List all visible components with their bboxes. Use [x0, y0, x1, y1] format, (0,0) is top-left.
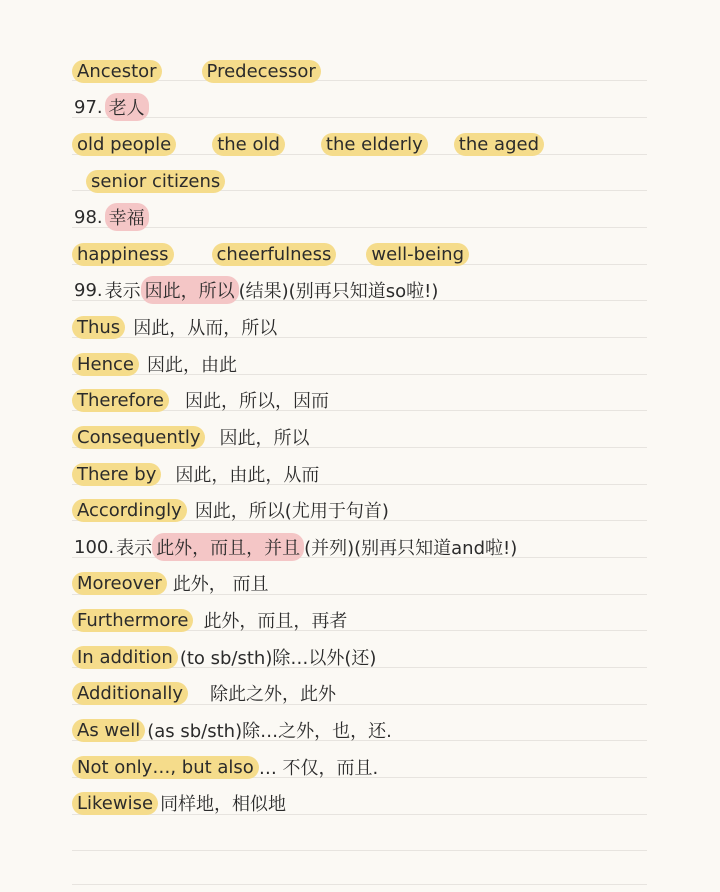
note-line: [72, 715, 392, 745]
meaning: 因此，由此: [147, 355, 237, 376]
note-line: [72, 129, 544, 159]
ruled-line: [72, 884, 647, 885]
term: Likewise: [72, 792, 158, 815]
synonym-word: Predecessor: [202, 60, 321, 83]
term: Accordingly: [72, 499, 187, 522]
note-line: [72, 459, 319, 489]
note-line: [72, 642, 376, 672]
meaning: 因此，由此，从而: [175, 465, 320, 486]
entry-note: (并列)(别再只知道and啦!): [304, 538, 518, 559]
term: As well: [72, 719, 145, 742]
note-line: [72, 202, 149, 232]
term: Furthermore: [72, 609, 193, 632]
synonym-word: senior citizens: [86, 170, 225, 193]
entry-title: 老人: [105, 93, 149, 121]
note-line: [72, 312, 277, 342]
entry-note: (结果)(别再只知道so啦!): [238, 281, 439, 302]
meaning: 除此之外，此外: [210, 684, 337, 705]
note-line: [86, 166, 225, 196]
entry-title: 此外，而且，并且: [152, 533, 304, 561]
meaning: 因此，所以，因而: [185, 391, 329, 412]
note-line: [72, 385, 329, 415]
synonym-word: cheerfulness: [212, 243, 337, 266]
note-line: [72, 275, 438, 305]
meaning: 因此，从而，所以: [133, 318, 278, 339]
meaning: (as sb/sth)除…之外，也，还.: [147, 721, 392, 742]
synonym-word: old people: [72, 133, 176, 156]
meaning: 因此，所以(尤用于句首): [194, 501, 389, 522]
entry-number: 98.: [74, 206, 103, 228]
note-line: [72, 605, 347, 635]
synonym-word: the elderly: [321, 133, 428, 156]
synonym-word: the aged: [454, 133, 544, 156]
entry-number: 97.: [74, 96, 103, 118]
term: Therefore: [72, 389, 169, 412]
term: Consequently: [72, 426, 205, 449]
entry-title: 因此，所以: [141, 276, 239, 304]
entry-number: 100.: [74, 536, 115, 558]
meaning: 同样地，相似地: [160, 794, 287, 815]
meaning: 此外， 而且: [172, 574, 269, 595]
meaning: … 不仅，而且.: [258, 758, 379, 779]
note-line: [72, 788, 286, 818]
note-line: [72, 422, 309, 452]
entry-prefix: 表示: [116, 538, 153, 559]
meaning: 因此，所以: [219, 428, 310, 449]
term: In addition: [72, 646, 178, 669]
note-line: [72, 568, 269, 598]
synonym-word: happiness: [72, 243, 174, 266]
synonym-word: the old: [212, 133, 285, 156]
ruled-line: [72, 227, 647, 228]
note-line: [72, 752, 378, 782]
entry-title: 幸福: [105, 203, 149, 231]
term: Hence: [72, 353, 139, 376]
entry-number: 99.: [74, 279, 103, 301]
note-line: [72, 678, 336, 708]
term: Not only…, but also: [72, 756, 259, 779]
synonym-word: Ancestor: [72, 60, 162, 83]
ruled-line: [72, 117, 647, 118]
note-line: [72, 239, 469, 269]
term: Moreover: [72, 572, 167, 595]
note-line: [72, 532, 517, 562]
term: Thus: [72, 316, 125, 339]
term: There by: [72, 463, 161, 486]
entry-prefix: 表示: [104, 281, 141, 302]
note-line: [72, 56, 321, 86]
note-line: [72, 92, 149, 122]
note-line: [72, 349, 237, 379]
note-line: [72, 495, 389, 525]
meaning: 此外，而且，再者: [203, 611, 348, 632]
meaning: (to sb/sth)除…以外(还): [179, 648, 377, 669]
term: Additionally: [72, 682, 188, 705]
synonym-word: well-being: [366, 243, 469, 266]
ruled-line: [72, 850, 647, 851]
